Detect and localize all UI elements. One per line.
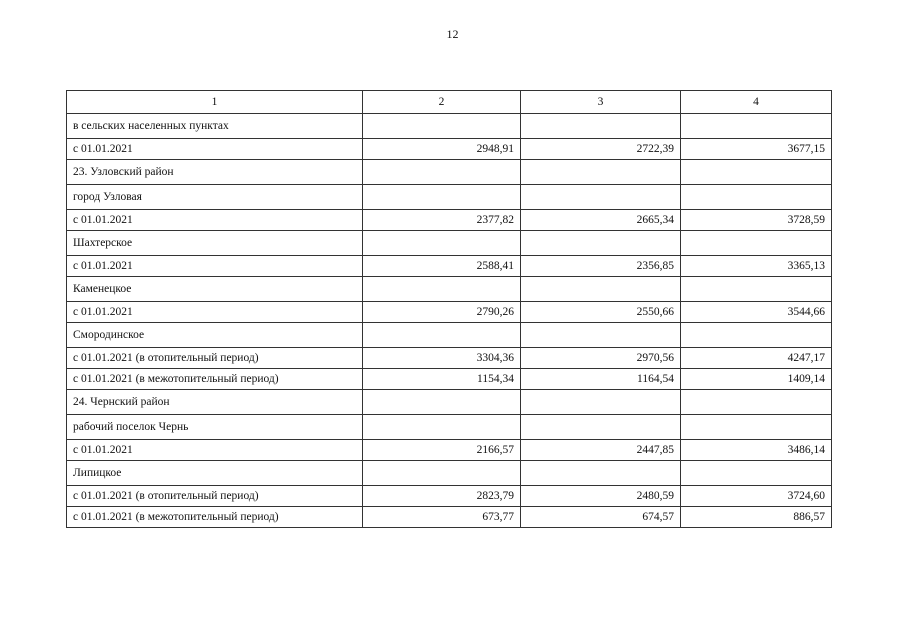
- value-cell-col3: [521, 185, 681, 210]
- value-cell-col3: 2665,34: [521, 210, 681, 231]
- value-cell-col4: 3677,15: [681, 139, 832, 160]
- row-label: Шахтерское: [67, 231, 363, 256]
- value-cell-col4: 4247,17: [681, 348, 832, 369]
- row-label: город Узловая: [67, 185, 363, 210]
- value-cell-col3: [521, 277, 681, 302]
- value-cell-col3: [521, 390, 681, 415]
- header-row: [67, 91, 832, 114]
- value-cell-col2: 2377,82: [363, 210, 521, 231]
- value-cell-col3: 2722,39: [521, 139, 681, 160]
- category-row: [67, 277, 832, 302]
- value-cell-col3: [521, 461, 681, 486]
- table-row: [67, 348, 832, 369]
- value-cell-col3: 2356,85: [521, 256, 681, 277]
- column-header-1: 1: [67, 91, 363, 114]
- value-cell-col2: 2588,41: [363, 256, 521, 277]
- row-label: с 01.01.2021 (в отопительный период): [67, 348, 363, 369]
- row-label: 24. Чернский район: [67, 390, 363, 415]
- value-cell-col2: 673,77: [363, 507, 521, 528]
- value-cell-col2: 2823,79: [363, 486, 521, 507]
- value-cell-col2: [363, 185, 521, 210]
- table-row: [67, 210, 832, 231]
- value-cell-col2: 2948,91: [363, 139, 521, 160]
- table-row: [67, 302, 832, 323]
- table-row: [67, 507, 832, 528]
- row-label: с 01.01.2021: [67, 210, 363, 231]
- value-cell-col3: 1164,54: [521, 369, 681, 390]
- value-cell-col2: 2166,57: [363, 440, 521, 461]
- table-row: [67, 486, 832, 507]
- value-cell-col4: [681, 390, 832, 415]
- value-cell-col3: 2970,56: [521, 348, 681, 369]
- value-cell-col4: 3544,66: [681, 302, 832, 323]
- category-row: [67, 323, 832, 348]
- category-row: [67, 390, 832, 415]
- value-cell-col3: 674,57: [521, 507, 681, 528]
- category-row: [67, 231, 832, 256]
- value-cell-col4: [681, 114, 832, 139]
- row-label: с 01.01.2021 (в отопительный период): [67, 486, 363, 507]
- value-cell-col4: [681, 160, 832, 185]
- table-row: [67, 256, 832, 277]
- row-label: Липицкое: [67, 461, 363, 486]
- value-cell-col4: [681, 323, 832, 348]
- category-row: [67, 160, 832, 185]
- column-header-3: 3: [521, 91, 681, 114]
- page-number: 12: [446, 27, 459, 41]
- value-cell-col4: 1409,14: [681, 369, 832, 390]
- row-label: с 01.01.2021: [67, 256, 363, 277]
- value-cell-col4: 886,57: [681, 507, 832, 528]
- tariff-table: [66, 90, 832, 528]
- value-cell-col4: 3724,60: [681, 486, 832, 507]
- table-body: [67, 114, 832, 528]
- category-row: [67, 461, 832, 486]
- table-row: [67, 139, 832, 160]
- value-cell-col2: 1154,34: [363, 369, 521, 390]
- value-cell-col3: 2480,59: [521, 486, 681, 507]
- value-cell-col2: [363, 415, 521, 440]
- row-label: с 01.01.2021 (в межотопительный период): [67, 369, 363, 390]
- category-row: [67, 114, 832, 139]
- value-cell-col3: [521, 415, 681, 440]
- value-cell-col4: [681, 415, 832, 440]
- row-label: Каменецкое: [67, 277, 363, 302]
- value-cell-col3: [521, 114, 681, 139]
- row-label: с 01.01.2021 (в межотопительный период): [67, 507, 363, 528]
- row-label: с 01.01.2021: [67, 302, 363, 323]
- value-cell-col2: [363, 461, 521, 486]
- row-label: 23. Узловский район: [67, 160, 363, 185]
- value-cell-col3: 2550,66: [521, 302, 681, 323]
- row-label: Смородинское: [67, 323, 363, 348]
- table-row: [67, 440, 832, 461]
- value-cell-col4: 3486,14: [681, 440, 832, 461]
- value-cell-col4: [681, 185, 832, 210]
- value-cell-col2: [363, 277, 521, 302]
- column-header-4: 4: [681, 91, 832, 114]
- value-cell-col2: 2790,26: [363, 302, 521, 323]
- value-cell-col2: [363, 160, 521, 185]
- value-cell-col3: [521, 323, 681, 348]
- category-row: [67, 415, 832, 440]
- table-row: [67, 369, 832, 390]
- value-cell-col4: [681, 231, 832, 256]
- value-cell-col2: 3304,36: [363, 348, 521, 369]
- value-cell-col3: 2447,85: [521, 440, 681, 461]
- category-row: [67, 185, 832, 210]
- row-label: рабочий поселок Чернь: [67, 415, 363, 440]
- value-cell-col4: 3728,59: [681, 210, 832, 231]
- column-header-2: 2: [363, 91, 521, 114]
- row-label: с 01.01.2021: [67, 440, 363, 461]
- row-label: в сельских населенных пунктах: [67, 114, 363, 139]
- row-label: с 01.01.2021: [67, 139, 363, 160]
- value-cell-col4: [681, 277, 832, 302]
- value-cell-col3: [521, 160, 681, 185]
- value-cell-col4: [681, 461, 832, 486]
- value-cell-col4: 3365,13: [681, 256, 832, 277]
- value-cell-col2: [363, 323, 521, 348]
- value-cell-col3: [521, 231, 681, 256]
- value-cell-col2: [363, 231, 521, 256]
- value-cell-col2: [363, 114, 521, 139]
- value-cell-col2: [363, 390, 521, 415]
